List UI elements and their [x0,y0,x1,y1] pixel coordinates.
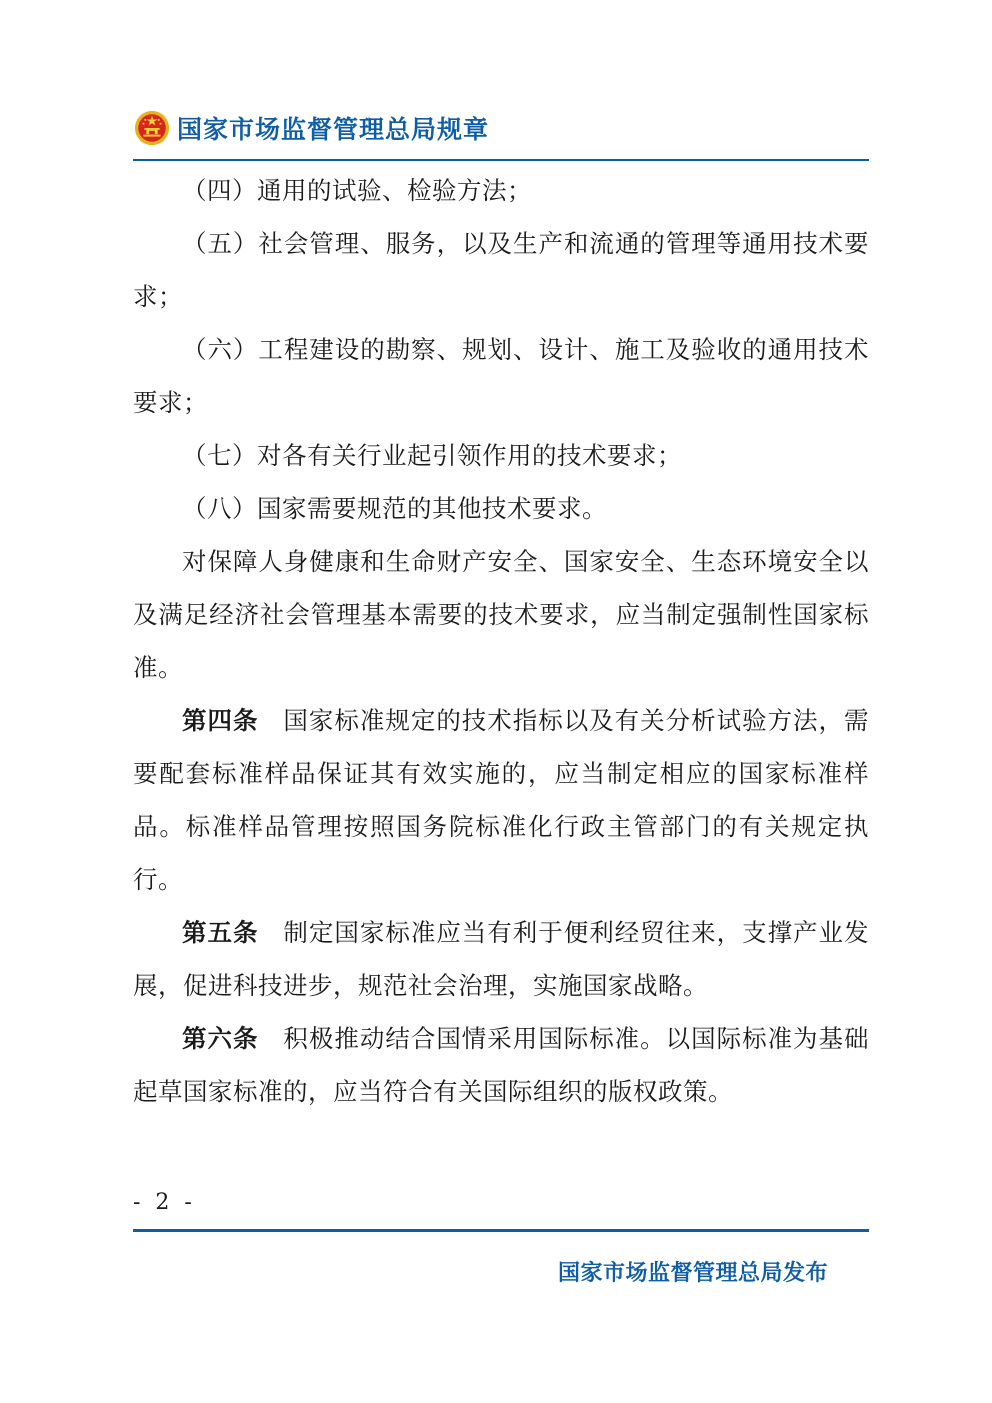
document-body [133,164,869,1118]
paragraph-text: （六）工程建设的勘察、规划、设计、施工及验收的通用技术要求； [133,335,869,417]
article-number: 第六条 [182,1024,259,1053]
clause-paragraph [133,217,869,323]
footer-divider [133,1229,869,1232]
paragraph-text: 积极推动结合国情采用国际标准。以国际标准为基础起草国家标准的，应当符合有关国际组织的版权政策。 [133,1024,870,1106]
article-paragraph [133,906,869,1012]
paragraph-text: 制定国家标准应当有利于便利经贸往来，支撑产业发展，促进科技进步，规范社会治理，实施国家战略。 [133,918,870,1000]
page-number: - 2 - [133,1190,196,1215]
paragraph-text: 对保障人身健康和生命财产安全、国家安全、生态环境安全以及满足经济社会管理基本需要的技术要求，应当制定强制性国家标准。 [133,547,869,682]
article-number: 第四条 [182,706,259,735]
article-number: 第五条 [182,918,259,947]
clause-paragraph [133,535,869,694]
article-paragraph [133,694,869,906]
paragraph-text: 国家标准规定的技术指标以及有关分析试验方法，需要配套标准样品保证其有效实施的，应当制定相应的国家标准样品。标准样品管理按照国务院标准化行政主管部门的有关规定执行。 [133,706,870,894]
header-title: 国家市场监督管理总局规章 [177,115,490,144]
paragraph-text: （五）社会管理、服务，以及生产和流通的管理等通用技术要求； [133,229,869,311]
paragraph-text: （七）对各有关行业起引领作用的技术要求； [182,441,682,470]
paragraph-text: （四）通用的试验、检验方法； [182,176,532,205]
clause-paragraph [133,323,869,429]
clause-paragraph [133,482,869,535]
national-emblem-icon [133,109,171,147]
paragraph-text: （八）国家需要规范的其他技术要求。 [182,494,607,523]
footer-publisher: 国家市场监督管理总局发布 [557,1261,828,1286]
clause-paragraph [133,164,869,217]
clause-paragraph [133,429,869,482]
header-divider [133,159,869,161]
article-paragraph [133,1012,869,1118]
page-header [133,105,869,151]
